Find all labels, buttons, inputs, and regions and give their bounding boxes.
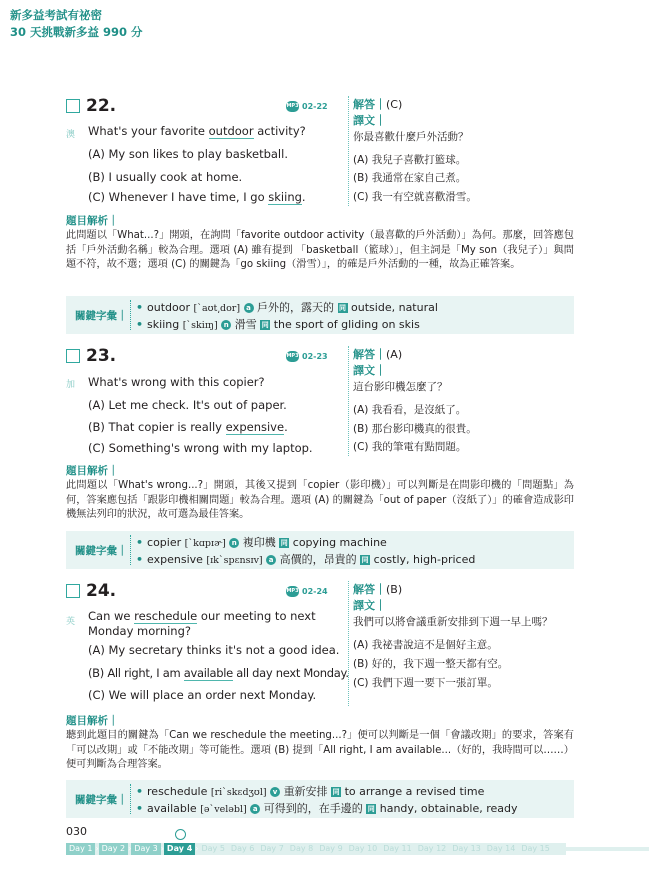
- synonym-icon: 同: [280, 539, 288, 547]
- translation-label: 譯文｜: [353, 599, 386, 612]
- vocab-item: • outdoor [ˋaʊt͵dor] a 戶外的，露天的 同 outside, natural: [136, 301, 438, 314]
- page-number: 030: [66, 825, 87, 838]
- option-a: (A) My son likes to play basketball.: [88, 147, 288, 161]
- synonym-icon: 同: [339, 304, 347, 312]
- translation-a: (A) 我看看，是沒紙了。: [353, 404, 467, 416]
- translation-question: 這台影印機怎麼了？: [353, 381, 448, 393]
- synonym-icon: 同: [367, 805, 375, 813]
- checkbox[interactable]: [66, 349, 80, 363]
- checkbox[interactable]: [66, 99, 80, 113]
- translation-c: (C) 我一有空就喜歡滑雪。: [353, 191, 477, 203]
- question-number: 22.: [66, 96, 116, 116]
- answer: 解答｜(A): [353, 348, 403, 361]
- translation-b: (B) 我通常在家自己煮。: [353, 172, 467, 184]
- mp3-icon: MP3: [286, 351, 299, 362]
- vocab-item: • skiing [ˋskiɪŋ] n 滑雪 同 the sport of gliding on skis: [136, 318, 420, 331]
- analysis-label: 題目解析｜: [66, 715, 119, 727]
- translation-b: (B) 那台影印機真的很貴。: [353, 423, 477, 435]
- translation-label: 譯文｜: [353, 114, 386, 127]
- answer: 解答｜(C): [353, 98, 403, 111]
- vocab-item: • expensive [ɪkˋspɛnsɪv] a 高價的，昂貴的 同 costly, high-priced: [136, 553, 476, 566]
- question-24: [66, 581, 598, 706]
- vocab-item: • copier [ˋkɑpɪɚ] n 複印機 同 copying machine: [136, 536, 387, 549]
- translation-label: 譯文｜: [353, 364, 386, 377]
- day-tab-14[interactable]: Day 14: [486, 844, 516, 853]
- day-tab-10[interactable]: Day 10: [348, 844, 378, 853]
- checkbox[interactable]: [66, 584, 80, 598]
- chevron-right-icon: ›: [195, 844, 199, 853]
- progress-bar-tail: [566, 847, 649, 851]
- translation-question: 我們可以將會議重新安排到下週一早上嗎？: [353, 616, 553, 628]
- question-text: What's your favorite outdoor activity?: [88, 124, 306, 138]
- day-tab-2[interactable]: Day 2: [99, 843, 128, 855]
- translation-a: (A) 我兒子喜歡打籃球。: [353, 154, 467, 166]
- question-text: What's wrong with this copier?: [88, 375, 265, 389]
- day-tab-1[interactable]: Day 1: [66, 843, 95, 855]
- vocab-box: [66, 780, 574, 818]
- option-a: (A) Let me check. It's out of paper.: [88, 398, 287, 412]
- audio-track[interactable]: MP3 02-24: [286, 587, 328, 596]
- option-a: (A) My secretary thinks it's not a good idea.: [88, 643, 340, 657]
- answer: 解答｜(B): [353, 583, 403, 596]
- translation-panel: [348, 346, 601, 456]
- audio-track[interactable]: MP3 02-22: [286, 102, 328, 111]
- analysis-label: 題目解析｜: [66, 465, 119, 477]
- book-title: 新多益考試有祕密: [10, 8, 102, 22]
- day-tab-4[interactable]: Day 4: [164, 843, 195, 855]
- translation-b: (B) 好的，我下週一整天都有空。: [353, 658, 509, 670]
- translation-question: 你最喜歡什麼戶外活動？: [353, 131, 469, 143]
- vocab-item: • available [əˋveləbl] a 可得到的，在手邊的 同 handy, obtainable, ready: [136, 802, 518, 815]
- synonym-icon: 同: [261, 321, 269, 329]
- option-c: (C) Whenever I have time, I go skiing.: [88, 190, 306, 204]
- translation-c: (C) 我的筆電有點問題。: [353, 441, 467, 453]
- chevron-right-icon: ›: [95, 844, 99, 853]
- day-tab-13[interactable]: Day 13: [452, 844, 481, 853]
- mp3-icon: MP3: [286, 586, 299, 597]
- question-text: Can we reschedule our meeting to next Monday morning?: [88, 609, 316, 638]
- mp3-icon: MP3: [286, 101, 299, 112]
- vocab-label: 關鍵字彙｜: [75, 544, 128, 557]
- day-tab-11[interactable]: Day 11: [383, 844, 412, 853]
- day-tab-6[interactable]: Day 6: [230, 844, 255, 853]
- question-number: 23.: [66, 346, 116, 366]
- day-tab-9[interactable]: Day 9: [319, 844, 343, 853]
- day-tab-8[interactable]: Day 8: [289, 844, 314, 853]
- question-23: [66, 346, 598, 456]
- vocab-label: 關鍵字彙｜: [75, 793, 128, 806]
- analysis-label: 題目解析｜: [66, 215, 119, 227]
- vocab-item: • reschedule [riˋskɛdʒʊl] v 重新安排 同 to arrange a revised time: [136, 785, 485, 798]
- accent-label: 澳: [66, 130, 76, 140]
- question-number: 24.: [66, 581, 116, 601]
- day-tab-7[interactable]: Day 7: [260, 844, 284, 853]
- location-pin-icon: [175, 829, 186, 840]
- day-progress-bar: [66, 843, 566, 855]
- audio-track[interactable]: MP3 02-23: [286, 352, 328, 361]
- chevron-right-icon: ›: [160, 844, 164, 853]
- analysis-text: 此問題以「What's wrong...?」開頭，其後又提到「copier（影印機）」可以判斷是在問影印機的「問題點」為何，答案應包括「跟影印機相關問題」較為合理。選項 (A) 的關鍵為「out of paper（沒紙了）」的確會造成影印機無法列印的狀況，故可選為最佳答案。: [66, 480, 574, 521]
- synonym-icon: 同: [332, 788, 340, 796]
- option-b: (B) That copier is really expensive.: [88, 420, 288, 434]
- translation-panel: [348, 96, 601, 206]
- day-tab-15[interactable]: Day 15: [521, 844, 550, 853]
- vocab-label: 關鍵字彙｜: [75, 309, 128, 322]
- option-c: (C) We will place an order next Monday.: [88, 688, 317, 702]
- vocab-box: [66, 531, 574, 569]
- accent-label: 英: [66, 617, 76, 627]
- accent-label: 加: [66, 380, 76, 390]
- translation-a: (A) 我祕書說這不是個好主意。: [353, 639, 498, 651]
- option-b: (B) All right, I am available all day next Monday.: [88, 666, 349, 680]
- vocab-box: [66, 296, 574, 334]
- day-tab-5[interactable]: Day 5: [201, 844, 225, 853]
- question-22: [66, 96, 598, 206]
- option-b: (B) I usually cook at home.: [88, 170, 243, 184]
- translation-c: (C) 我們下週一要下一張訂單。: [353, 677, 498, 689]
- book-subtitle: 30 天挑戰新多益 990 分: [10, 25, 143, 39]
- analysis-text: 聽到此題目的關鍵為「Can we reschedule the meeting...?」便可以判斷是一個「會議改期」的要求，答案有「可以改期」或「不能改期」等可能性。選項 (B) 提到「All right, I am available...（好的，我時間可以……）便可判斷為合理答案。: [66, 730, 574, 771]
- day-tab-3[interactable]: Day 3: [131, 843, 160, 855]
- day-tab-12[interactable]: Day 12: [417, 844, 447, 853]
- option-c: (C) Something's wrong with my laptop.: [88, 441, 313, 455]
- synonym-icon: 同: [361, 556, 369, 564]
- translation-panel: [348, 581, 601, 706]
- analysis-text: 此問題以「What...?」開頭，在詢問「favorite outdoor activity（最喜歡的戶外活動）」為何。那麼，回答應包括「戶外活動名稱」較為合理。選項 (A) 雖有提到 「basketball（籃球）」，但主詞是「My son（我兒子）」與問題不符，故不選；選項 (C) 的關鍵為「go skiing（滑雪）」，的確是戶外活動的一種，故為正確答案。: [66, 230, 574, 271]
- chevron-right-icon: ›: [128, 844, 132, 853]
